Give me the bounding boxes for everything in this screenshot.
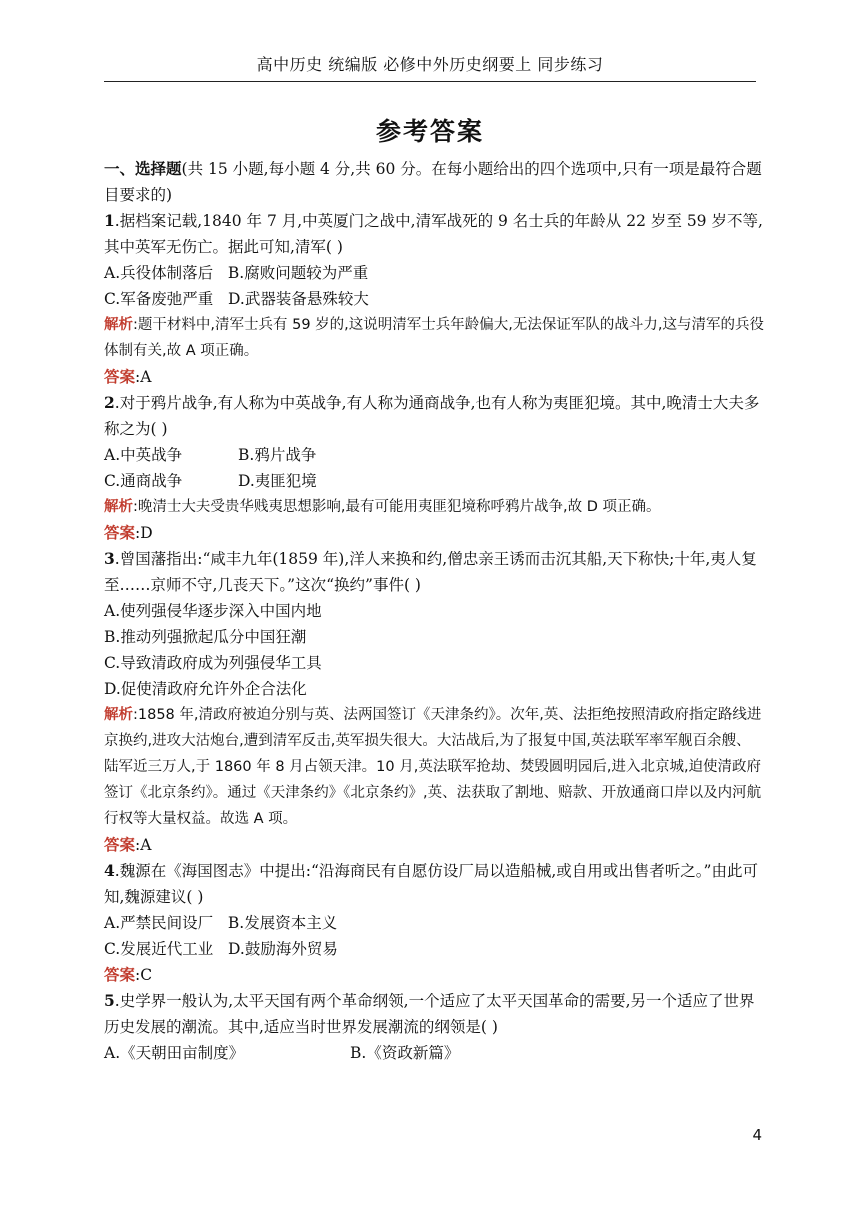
analysis-label: 解析 <box>104 707 133 723</box>
option-a: A.兵役体制落后 <box>104 264 214 282</box>
section-heading <box>104 156 764 208</box>
analysis <box>104 702 764 832</box>
option-b: B.《资政新篇》 <box>350 1044 460 1062</box>
option-a: A.使列强侵华逐步深入中国内地 <box>104 602 322 620</box>
question-number: 2 <box>104 393 115 412</box>
option-a: A.《天朝田亩制度》 <box>104 1044 245 1062</box>
question-text: .曾国藩指出:“咸丰九年(1859 年),洋人来换和约,僧忠亲王诱而击沉其船,天下称快;十年,夷人复至……京师不守,几丧天下。”这次“换约”事件( ) <box>104 550 757 594</box>
question-number: 1 <box>104 211 115 230</box>
option-line <box>104 936 764 962</box>
question-1 <box>104 208 764 390</box>
document-body <box>104 156 764 1066</box>
answer <box>104 962 764 988</box>
question-4 <box>104 858 764 988</box>
option-d: D.夷匪犯境 <box>238 472 317 490</box>
question-stem <box>104 546 764 598</box>
option-b: B.鸦片战争 <box>238 446 317 464</box>
option-line <box>104 910 764 936</box>
analysis-text: :1858 年,清政府被迫分别与英、法两国签订《天津条约》。次年,英、法拒绝按照清政府指定路线进京换约,进攻大沽炮台,遭到清军反击,英军损失很大。大沽战后,为了报复中国,英法联军率军舰百余艘、陆军近三万人,于 1860 年 8 月占领天津。10 月,英法联军抢劫、焚毁圆明园后,进入北京城,迫使清政府签订《北京条约》。通过《天津条约》《北京条约》,英、法获取了割地、赔款、开放通商口岸以及内河航行权等大量权益。故选 A 项。 <box>104 707 762 827</box>
question-2 <box>104 390 764 546</box>
answer-value: :A <box>135 836 152 854</box>
option-line <box>104 260 764 286</box>
analysis-label: 解析 <box>104 317 133 333</box>
answer-value: :D <box>135 524 153 542</box>
section-description: (共 15 小题,每小题 4 分,共 60 分。在每小题给出的四个选项中,只有一项是最符合题目要求的) <box>104 160 762 204</box>
answer <box>104 364 764 390</box>
option-d: D.促使清政府允许外企合法化 <box>104 680 307 698</box>
answer-label: 答案 <box>104 523 136 542</box>
question-number: 4 <box>104 861 115 880</box>
question-number: 5 <box>104 991 115 1010</box>
option-c: C.导致清政府成为列强侵华工具 <box>104 654 322 672</box>
option-c: C.军备废弛严重 <box>104 290 214 308</box>
analysis <box>104 312 764 364</box>
analysis-text: :晚清士大夫受贵华贱夷思想影响,最有可能用夷匪犯境称呼鸦片战争,故 D 项正确。 <box>133 499 661 515</box>
answer-value: :A <box>135 368 152 386</box>
question-text: .对于鸦片战争,有人称为中英战争,有人称为通商战争,也有人称为夷匪犯境。其中,晚清士大夫多称之为( ) <box>104 394 760 438</box>
option-d: D.鼓励海外贸易 <box>228 940 338 958</box>
option-line <box>104 468 764 494</box>
option-line <box>104 1040 764 1066</box>
question-stem <box>104 208 764 260</box>
option-b: B.腐败问题较为严重 <box>227 264 369 282</box>
page-header: 高中历史 统编版 必修中外历史纲要上 同步练习 <box>104 52 756 82</box>
option-line <box>104 442 764 468</box>
answer-label: 答案 <box>104 835 136 854</box>
question-text: .据档案记载,1840 年 7 月,中英厦门之战中,清军战死的 9 名士兵的年龄从 22 岁至 59 岁不等,其中英军无伤亡。据此可知,清军( ) <box>104 212 763 256</box>
page-number: 4 <box>752 1126 762 1144</box>
option-c: C.发展近代工业 <box>104 940 214 958</box>
answer <box>104 832 764 858</box>
answer-label: 答案 <box>104 965 136 984</box>
analysis-label: 解析 <box>104 499 133 515</box>
option-b: B.推动列强掀起瓜分中国狂潮 <box>104 628 307 646</box>
question-number: 3 <box>104 549 115 568</box>
question-stem <box>104 390 764 442</box>
answer-value: :C <box>135 966 153 984</box>
question-5 <box>104 988 764 1066</box>
option-line <box>104 286 764 312</box>
question-text: .魏源在《海国图志》中提出:“沿海商民有自愿仿设厂局以造船械,或自用或出售者听之。”由此可知,魏源建议( ) <box>104 862 758 906</box>
option-d: D.武器装备悬殊较大 <box>228 290 369 308</box>
question-text: .史学界一般认为,太平天国有两个革命纲领,一个适应了太平天国革命的需要,另一个适应了世界历史发展的潮流。其中,适应当时世界发展潮流的纲领是( ) <box>104 992 755 1036</box>
answer-label: 答案 <box>104 367 136 386</box>
answer <box>104 520 764 546</box>
question-stem <box>104 858 764 910</box>
analysis-text: :题干材料中,清军士兵有 59 岁的,这说明清军士兵年龄偏大,无法保证军队的战斗力,这与清军的兵役体制有关,故 A 项正确。 <box>104 317 764 359</box>
question-stem <box>104 988 764 1040</box>
page-title: 参考答案 <box>375 117 484 146</box>
option-a: A.中英战争 <box>104 446 183 464</box>
question-3 <box>104 546 764 858</box>
option-c: C.通商战争 <box>104 472 183 490</box>
option-a: A.严禁民间设厂 <box>104 914 214 932</box>
section-title: 一、选择题 <box>104 159 182 178</box>
analysis <box>104 494 764 520</box>
option-b: B.发展资本主义 <box>227 914 338 932</box>
